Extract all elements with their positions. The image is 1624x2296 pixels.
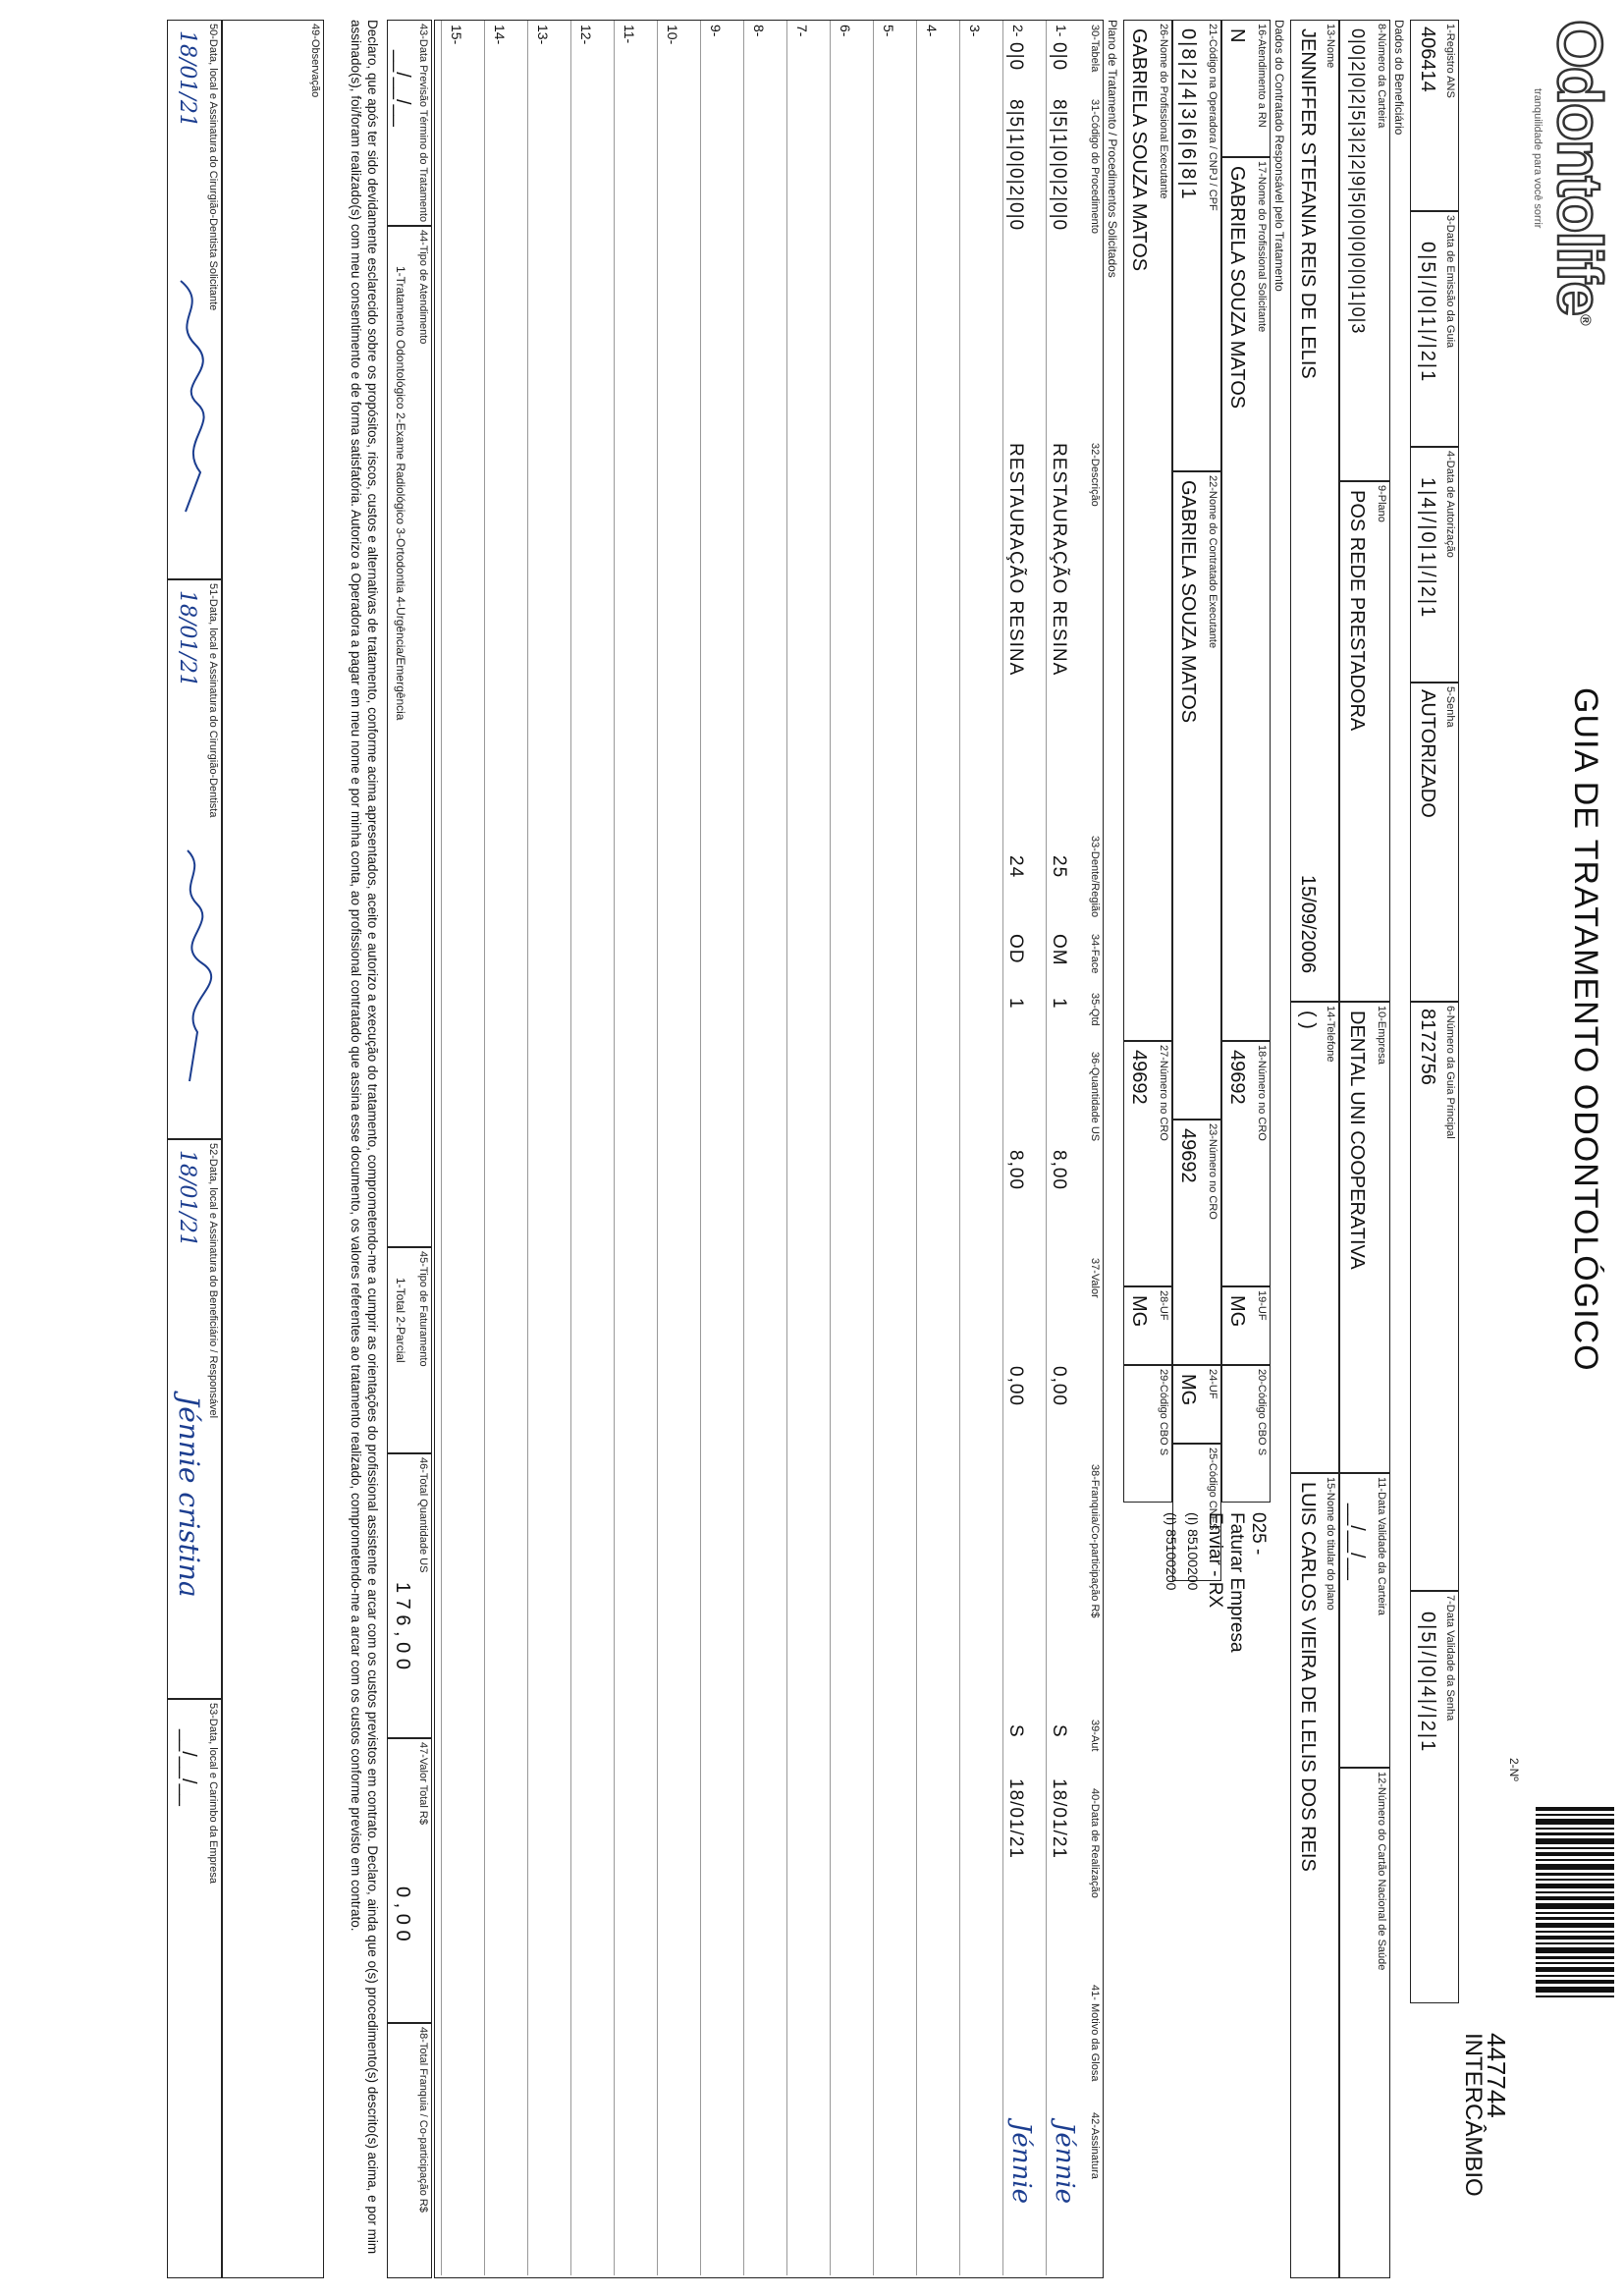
field-previsao-termino[interactable]: 43-Data Previsão Término do Tratamento __/__/__	[387, 20, 432, 226]
field-cbo-profissional: 29-Código CBO S	[1123, 1365, 1172, 1503]
cell-codigo[interactable]: 8|5|1|0|0|2|0|0	[1049, 99, 1069, 232]
row-number: 7-	[794, 25, 810, 37]
cell-qtd[interactable]: 1	[1049, 998, 1069, 1010]
signature-solicitante	[168, 276, 215, 521]
procedures-table	[434, 20, 1104, 2278]
field-empresa: 10-Empresa DENTAL UNI COOPERATIVA	[1339, 1002, 1390, 1473]
signature-beneficiario: Jénnie cristina	[173, 1395, 205, 1598]
cell-tabela[interactable]: 0|0	[1049, 42, 1069, 72]
field-senha[interactable]: 5-Senha AUTORIZADO	[1410, 683, 1459, 1002]
table-row	[737, 21, 781, 2275]
field-cro-executante: 23-Número no CRO 49692	[1172, 1120, 1221, 1365]
row-underline	[1046, 21, 1047, 2275]
row-underline	[700, 21, 701, 2275]
row-number: 14-	[492, 25, 508, 45]
table-row	[781, 21, 824, 2275]
cell-tabela[interactable]: 0|0	[1005, 42, 1026, 72]
field-tipo-atendimento[interactable]: 44-Tipo de Atendimento 1-Tratamento Odontológico 2-Exame Radiológico 3-Ortodontia 4-Urgência/Emergência	[387, 226, 432, 1247]
cell-assinatura[interactable]: Jénnie	[1050, 2122, 1079, 2205]
row-underline	[786, 21, 787, 2275]
field-observacao[interactable]: 49-Observação	[222, 20, 324, 2278]
odontolife-logo: Odontolife®	[1544, 20, 1615, 324]
field-uf-solicitante: 19-UF MG	[1221, 1286, 1271, 1365]
row-underline	[484, 21, 485, 2275]
cell-dente[interactable]: 25	[1049, 855, 1069, 879]
field-assinatura-beneficiario[interactable]: 52-Data, local e Assinatura do Beneficiário / Responsável 18/01/21 Jénnie cristina	[167, 1139, 222, 1699]
row-underline	[743, 21, 744, 2275]
row-underline	[1002, 21, 1003, 2275]
row-number: 8-	[751, 25, 767, 37]
field-cro-solicitante: 18-Número no CRO 49692	[1221, 1041, 1271, 1286]
cell-qtd[interactable]: 1	[1005, 998, 1026, 1010]
row-underline	[441, 21, 442, 2275]
cell-dente[interactable]: 24	[1005, 855, 1026, 879]
cell-face[interactable]: OD	[1005, 934, 1026, 964]
side-notes: 025 - Faturar Empresa Enviar - RX (I) 85100200 (I) 85100200	[1164, 1512, 1269, 1653]
row-number: 4-	[924, 25, 940, 37]
field-cnes: 25-Código CNES	[1172, 1444, 1221, 1581]
cell-assinatura[interactable]: Jénnie	[1006, 2122, 1036, 2205]
table-row	[521, 21, 565, 2275]
col-assinatura: 42-Assinatura	[1089, 2112, 1101, 2179]
signature-dentista	[168, 846, 217, 1091]
section-plano: Plano de Tratamento / Procedimentos Solicitados	[1106, 20, 1119, 278]
cell-aut[interactable]: S	[1005, 1724, 1026, 1738]
row-number: 15-	[449, 25, 464, 45]
row-underline	[657, 21, 658, 2275]
section-responsavel: Dados do Contratado Responsável pelo Tratamento	[1272, 20, 1286, 292]
table-row	[651, 21, 694, 2275]
field-validade-carteira[interactable]: 11-Data Validade da Carteira __/__/__	[1339, 1473, 1390, 1768]
logo-tagline: tranquilidade para você sorrir	[1532, 88, 1543, 229]
col-tabela: 30-Tabela	[1089, 25, 1101, 73]
row-number: 6-	[838, 25, 853, 37]
row-underline	[570, 21, 571, 2275]
cell-codigo[interactable]: 8|5|1|0|0|2|0|0	[1005, 99, 1026, 232]
row-underline	[873, 21, 874, 2275]
field-data-emissao[interactable]: 3-Data de Emissão da Guia 0|5|/|0|1|/|2|1	[1410, 211, 1459, 447]
cell-valor[interactable]: 0,00	[1049, 1366, 1069, 1406]
row-underline	[527, 21, 528, 2275]
field-profissional-executante: 26-Nome do Profissional Executante GABRIELA SOUZA MATOS	[1123, 20, 1172, 1041]
barcode-icon	[1536, 1807, 1614, 2000]
cell-descricao[interactable]: RESTAURAÇÃO RESINA	[1005, 443, 1026, 677]
row-number: 2-	[1010, 25, 1026, 37]
field-tipo-faturamento[interactable]: 45-Tipo de Faturamento 1-Total 2-Parcial	[387, 1247, 432, 1453]
cell-us[interactable]: 8,00	[1005, 1150, 1026, 1190]
field-cbo-solicitante: 20-Código CBO S	[1221, 1365, 1271, 1503]
row-underline	[916, 21, 917, 2275]
col-data: 40-Data de Realização	[1089, 1788, 1101, 1898]
cell-data[interactable]: 18/01/21	[1049, 1778, 1069, 1859]
col-face: 34-Face	[1089, 934, 1101, 974]
col-codigo: 31-Código do Procedimento	[1089, 99, 1101, 234]
field-contratado-executante: 22-Nome do Contratado Executante GABRIELA SOUZA MATOS	[1172, 471, 1221, 1120]
cell-data[interactable]: 18/01/21	[1005, 1778, 1026, 1859]
field-assinatura-dentista[interactable]: 51-Data, local e Assinatura do Cirurgião-Dentista 18/01/21	[167, 579, 222, 1139]
cell-descricao[interactable]: RESTAURAÇÃO RESINA	[1049, 443, 1069, 677]
cell-us[interactable]: 8,00	[1049, 1150, 1069, 1190]
cell-face[interactable]: OM	[1049, 934, 1069, 966]
table-row	[997, 21, 1040, 2275]
field-telefone[interactable]: 14-Telefone ( )	[1290, 1002, 1339, 1473]
field-profissional-solicitante: 17-Nome do Profissional Solicitante GABRIELA SOUZA MATOS	[1221, 157, 1271, 1041]
field-guia-principal[interactable]: 6-Número da Guia Principal 8172756	[1410, 1002, 1459, 1591]
row-number: 10-	[665, 25, 680, 45]
field-nome: 13-Nome JENNIFFER STEFANIA REIS DE LELIS 15/09/2006	[1290, 20, 1339, 1002]
col-glosa: 41- Motivo da Glosa	[1089, 1985, 1101, 2082]
row-underline	[614, 21, 615, 2275]
field-codigo-operadora: 21-Código na Operadora / CNPJ / CPF 0|8|2|4|3|6|6|8|1	[1172, 20, 1221, 471]
field-uf-profissional: 28-UF MG	[1123, 1286, 1172, 1365]
guide-number: 447744	[1482, 2033, 1511, 2118]
field-uf-executante: 24-UF MG	[1172, 1365, 1221, 1444]
field-data-autorizacao[interactable]: 4-Data de Autorização 1|4|/|0|1|/|2|1	[1410, 447, 1459, 683]
table-row	[694, 21, 737, 2275]
row-number: 1-	[1054, 25, 1069, 37]
col-descricao: 32-Descrição	[1089, 443, 1101, 507]
cell-valor[interactable]: 0,00	[1005, 1366, 1026, 1406]
guide-no-label: 2-Nº	[1507, 1758, 1521, 1781]
col-aut: 39-Aut	[1089, 1720, 1101, 1752]
declaration-text: Declaro, que após ter sido devidamente esclarecido sobre os propósitos, riscos, custos e alternativas de tratamento, conforme acima apresentados, aceito e autorizo a execução do tratamento, comprometendo-me a cumprir as orientações do profissional assistente e arcar com os custos previstos em contrato. Declaro, ainda que o(s) procedimento(s) descrito(s) acima, e por mim assinado(s), foi/foram realizado(s) com meu consentimento e de forma satisfatória. Autorizo a Operadora a pagar em meu nome e por minha conta, ao profissional contratado que assina esse documento, os valores referentes ao tratamento realizado, comprometendo-me a arcar com os custos conforme previsto em contrato.	[349, 20, 380, 2255]
row-number: 3-	[967, 25, 983, 37]
col-qtd: 35-Qtd	[1089, 993, 1101, 1026]
table-row	[867, 21, 910, 2275]
field-total-franquia: 48-Total Franquia / Co-participação R$	[387, 2023, 432, 2278]
row-underline	[959, 21, 960, 2275]
col-dente: 33-Dente/Região	[1089, 836, 1101, 918]
table-row	[478, 21, 521, 2275]
row-underline	[830, 21, 831, 2275]
field-carimbo-empresa[interactable]: 53-Data, local e Carimbo da Empresa __/__/__	[167, 1699, 222, 2278]
field-registro-ans: 1-Registro ANS 406414	[1410, 20, 1459, 211]
col-us: 36-Quantidade US	[1089, 1052, 1101, 1142]
table-row	[435, 21, 478, 2275]
field-assinatura-solicitante[interactable]: 50-Data, local e Assinatura do Cirurgião-Dentista Solicitante 18/01/21	[167, 20, 222, 579]
row-number: 13-	[535, 25, 551, 45]
table-row	[1040, 21, 1083, 2275]
guide-type: INTERCÂMBIO	[1460, 2033, 1487, 2197]
row-number: 12-	[578, 25, 594, 45]
birth-date: 15/09/2006	[1297, 875, 1319, 974]
field-titular: 15-Nome do titular do plano LUIS CARLOS VIEIRA DE LELIS DOS REIS	[1290, 1473, 1339, 2278]
col-franquia: 38-Franquia/Co-participação R$	[1089, 1464, 1101, 1618]
field-cro-profissional: 27-Número no CRO 49692	[1123, 1041, 1172, 1286]
table-row	[608, 21, 651, 2275]
field-total-us: 46-Total Quantidade US 1 7 6 , 0 0	[387, 1453, 432, 1738]
field-valor-total: 47-Valor Total R$ 0 , 0 0	[387, 1738, 432, 2023]
row-number: 9-	[708, 25, 724, 37]
section-beneficiario: Dados do Beneficiário	[1392, 20, 1406, 136]
table-row	[565, 21, 608, 2275]
field-cartao-saude[interactable]: 12-Número do Cartão Nacional de Saúde	[1339, 1768, 1390, 2278]
table-row	[910, 21, 953, 2275]
field-carteira[interactable]: 8-Número da Carteira 0|0|2|0|2|5|3|2|2|9|5|0|0|0|0|0|1|0|3	[1339, 20, 1390, 481]
field-atendimento-rn[interactable]: 16-Atendimento a RN N	[1221, 20, 1271, 157]
cell-aut[interactable]: S	[1049, 1724, 1069, 1738]
field-validade-senha[interactable]: 7-Data Validade da Senha 0|5|/|0|4|/|2|1	[1410, 1591, 1459, 2003]
col-valor: 37-Valor	[1089, 1258, 1101, 1298]
field-plano: 9-Plano POS REDE PRESTADORA	[1339, 481, 1390, 1002]
row-number: 5-	[881, 25, 896, 37]
table-row	[824, 21, 867, 2275]
form-title: GUIA DE TRATAMENTO ODONTOLÓGICO	[1567, 687, 1604, 1372]
row-number: 11-	[622, 25, 637, 44]
table-row	[953, 21, 997, 2275]
